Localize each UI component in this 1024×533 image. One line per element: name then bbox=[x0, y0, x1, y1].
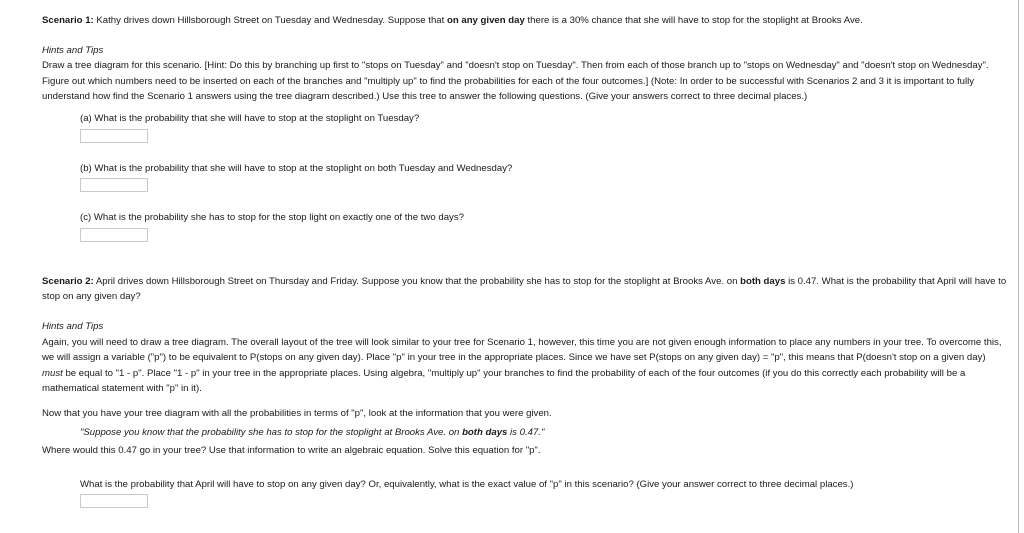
scenario-2-quote bbox=[80, 425, 1008, 441]
question-b: (b) What is the probability that she will have to stop at the stoplight on both Tuesday and Wednesday? bbox=[80, 162, 513, 174]
scenario-1-hints-heading: Hints and Tips bbox=[42, 44, 104, 56]
scenario-2-quote-bold: both days bbox=[462, 426, 508, 438]
scenario-2-hints-italic: must bbox=[42, 367, 63, 379]
answer-b-input[interactable] bbox=[80, 178, 148, 192]
scenario-2-text-a: April drives down Hillsborough Street on Thursday and Friday. Suppose you know that the probability she has to stop for the stoplight at Brooks Ave. on bbox=[93, 275, 741, 287]
scenario-2-now-text: Now that you have your tree diagram with all the probabilities in terms of "p", look at the information that you were given. bbox=[42, 407, 552, 419]
scenario-2-quote-b: is 0.47." bbox=[507, 426, 545, 438]
scenario-1-text-a: Kathy drives down Hillsborough Street on Tuesday and Wednesday. Suppose that bbox=[93, 15, 447, 26]
scenario-2-bold: both days bbox=[740, 275, 786, 287]
scenario-2-hints-text-b: be equal to "1 - p". Place "1 - p" in your tree in the appropriate places. Using algebra, "multiply up" your branches to find the probability of each of the four outcomes (if you do this correctly each probability will be a mathematical statement with "p" in it). bbox=[42, 367, 966, 395]
scenario-2-label: Scenario 2: bbox=[42, 275, 94, 287]
scenario-2-hints-heading: Hints and Tips bbox=[42, 320, 104, 332]
problem-page bbox=[42, 13, 1008, 508]
scenario-2-hints-text-a: Again, you will need to draw a tree diagram. The overall layout of the tree will look similar to your tree for Scenario 1, however, this time you are not given enough information to place any numbers in your tree. To overcome this, we will assign a variable ("p") to be equivalent to P(stops on any given day). Place "p" in your tree in the appropriate places. Since we have set P(stops on any given day) = "p", this means that P(doesn't stop on a given day) bbox=[42, 336, 1002, 364]
final-answer-input[interactable] bbox=[80, 494, 148, 508]
scenario-2-text-b: is 0.47. What is the probability that April will have to stop on any given day? bbox=[42, 275, 1007, 303]
scenario-2-hints-text bbox=[42, 335, 1008, 397]
scenario-1-bold: on any given day bbox=[446, 15, 525, 26]
scenario-1-hints-text: Draw a tree diagram for this scenario. [Hint: Do this by branching up first to "stops on Tuesday" and "doesn't stop on Tuesday". Then from each of those branch up to "stops on Wednesday" and "doesn't stop on Wednesday". Figure out which numbers need to be inserted on each of the branches and "multiply up" to find the probabilities for each of the four outcomes.] (Note: In order to be successful with Scenarios 2 and 3 it is important to fully understand how find the Scenario 1 answers using the tree diagram described.) Use this tree to answer the following questions. (Give your answers correct to three decimal places.) bbox=[42, 60, 989, 103]
scenario-2-statement bbox=[42, 274, 1008, 305]
scenario-2-quote-a: "Suppose you know that the probability she has to stop for the stoplight at Brooks Ave. on bbox=[80, 426, 463, 438]
answer-a-input[interactable] bbox=[80, 129, 148, 143]
scenario-2-where-text: Where would this 0.47 go in your tree? Use that information to write an algebraic equation. Solve this equation for "p". bbox=[42, 445, 541, 457]
final-question: What is the probability that April will have to stop on any given day? Or, equivalently, what is the exact value of "p" in this scenario? (Give your answer correct to three decimal places.) bbox=[80, 478, 854, 490]
scenario-1-text-b: there is a 30% chance that she will have to stop for the stoplight at Brooks Ave. bbox=[524, 15, 863, 26]
scenario-1-label: Scenario 1: bbox=[42, 15, 94, 26]
question-a: (a) What is the probability that she will have to stop at the stoplight on Tuesday? bbox=[80, 112, 420, 124]
question-c: (c) What is the probability she has to stop for the stop light on exactly one of the two days? bbox=[80, 212, 464, 224]
scenario-1-statement bbox=[42, 13, 1008, 29]
answer-c-input[interactable] bbox=[80, 228, 148, 242]
